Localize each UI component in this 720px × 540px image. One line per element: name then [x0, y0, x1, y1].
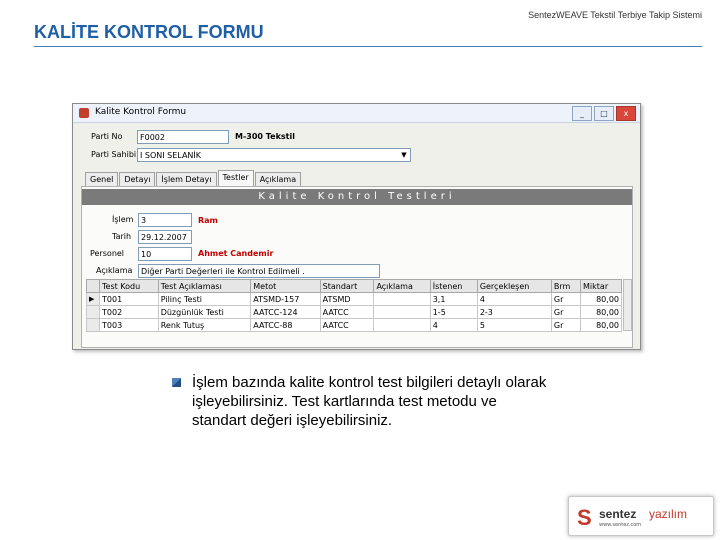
kalite-kontrol-window	[72, 103, 641, 350]
col-brm[interactable]: Brm	[551, 280, 580, 293]
cell-istenen[interactable]: 4	[430, 319, 477, 332]
cell-metot[interactable]: ATSMD-157	[251, 293, 320, 306]
cell-standart[interactable]: ATSMD	[320, 293, 374, 306]
cell-aciklama[interactable]	[374, 319, 430, 332]
row-indicator	[87, 319, 100, 332]
logo-url: www.sentez.com	[599, 522, 642, 528]
col-istenen[interactable]: İstenen	[430, 280, 477, 293]
bullet-text: İşlem bazında kalite kontrol test bilgileri detaylı olarak işleyebilirsiniz. Test kartlarında test metodu ve standart değeri işleyebilirsiniz.	[192, 374, 547, 429]
cell-test-kodu[interactable]: T003	[100, 319, 159, 332]
tab-genel[interactable]: Genel	[85, 172, 118, 187]
panel-band-title: Kalite Kontrol Testleri	[82, 189, 632, 205]
col-test-aciklamasi[interactable]: Test Açıklaması	[158, 280, 251, 293]
personel-name: Ahmet Candemir	[198, 249, 274, 258]
logo-name-yazilim: yazılım	[649, 507, 688, 521]
machine-label: M-300 Tekstil	[235, 132, 295, 141]
cell-miktar[interactable]: 80,00	[581, 306, 622, 319]
current-row-arrow-icon: ▶	[87, 293, 100, 306]
parti-no-input[interactable]: F0002	[137, 130, 229, 144]
parti-sahibi-value: I SONI SELANİK	[140, 151, 201, 160]
cell-test-kodu[interactable]: T002	[100, 306, 159, 319]
tab-aciklama[interactable]: Açıklama	[255, 172, 301, 187]
cell-test-aciklamasi[interactable]: Pilinç Testi	[158, 293, 251, 306]
cell-brm[interactable]: Gr	[551, 293, 580, 306]
parti-sahibi-label: Parti Sahibi	[91, 150, 137, 159]
table-row[interactable]	[87, 306, 622, 319]
tab-islem-detayi[interactable]: İşlem Detayı	[156, 172, 216, 187]
cell-gerceklesen[interactable]: 2-3	[477, 306, 551, 319]
logo-s-icon: S	[577, 505, 592, 530]
table-row[interactable]	[87, 293, 622, 306]
islem-label: İşlem	[112, 215, 134, 224]
col-miktar[interactable]: Miktar	[581, 280, 622, 293]
tab-testler[interactable]: Testler	[218, 170, 254, 187]
tab-bar	[85, 172, 302, 186]
cell-miktar[interactable]: 80,00	[581, 293, 622, 306]
parti-no-label: Parti No	[91, 132, 123, 141]
window-titlebar[interactable]	[73, 104, 640, 123]
chevron-down-icon[interactable]: ▼	[401, 151, 407, 159]
tarih-input[interactable]: 29.12.2007	[138, 230, 192, 244]
col-aciklama[interactable]: Açıklama	[374, 280, 430, 293]
slide-title: KALİTE KONTROL FORMU	[34, 22, 264, 42]
col-gerceklesen[interactable]: Gerçekleşen	[477, 280, 551, 293]
cell-miktar[interactable]: 80,00	[581, 319, 622, 332]
tests-grid	[86, 279, 622, 332]
tarih-label: Tarih	[112, 232, 132, 241]
cell-istenen[interactable]: 3,1	[430, 293, 477, 306]
personel-input[interactable]: 10	[138, 247, 192, 261]
cell-brm[interactable]: Gr	[551, 319, 580, 332]
tab-detayi[interactable]: Detayı	[119, 172, 155, 187]
table-row[interactable]	[87, 319, 622, 332]
cell-metot[interactable]: AATCC-124	[251, 306, 320, 319]
title-divider	[34, 46, 702, 47]
cell-aciklama[interactable]	[374, 306, 430, 319]
col-standart[interactable]: Standart	[320, 280, 374, 293]
cell-test-aciklamasi[interactable]: Renk Tutuş	[158, 319, 251, 332]
cell-standart[interactable]: AATCC	[320, 319, 374, 332]
minimize-button[interactable]: _	[572, 106, 592, 121]
row-indicator	[87, 306, 100, 319]
cell-standart[interactable]: AATCC	[320, 306, 374, 319]
sentez-logo	[568, 496, 714, 536]
islem-name: Ram	[198, 216, 218, 225]
islem-input[interactable]: 3	[138, 213, 192, 227]
grid-scrollbar[interactable]	[623, 279, 632, 331]
aciklama-label: Açıklama	[96, 266, 133, 275]
logo-name-sentez: sentez	[599, 507, 637, 521]
window-title: Kalite Kontrol Formu	[95, 107, 187, 117]
cell-gerceklesen[interactable]: 4	[477, 293, 551, 306]
app-header: SentezWEAVE Tekstil Terbiye Takip Sistemi	[528, 10, 702, 20]
cell-istenen[interactable]: 1-5	[430, 306, 477, 319]
cell-metot[interactable]: AATCC-88	[251, 319, 320, 332]
close-button[interactable]: x	[616, 106, 636, 121]
grid-header-indicator	[87, 280, 100, 293]
maximize-button[interactable]: □	[594, 106, 614, 121]
personel-label: Personel	[90, 249, 125, 258]
cell-brm[interactable]: Gr	[551, 306, 580, 319]
cell-test-aciklamasi[interactable]: Düzgünlük Testi	[158, 306, 251, 319]
testler-panel	[81, 186, 633, 348]
col-metot[interactable]: Metot	[251, 280, 320, 293]
aciklama-input[interactable]: Diğer Parti Değerleri ile Kontrol Edilmeli .	[138, 264, 380, 278]
cell-test-kodu[interactable]: T001	[100, 293, 159, 306]
cell-aciklama[interactable]	[374, 293, 430, 306]
col-test-kodu[interactable]: Test Kodu	[100, 280, 159, 293]
cell-gerceklesen[interactable]: 5	[477, 319, 551, 332]
app-icon	[79, 108, 89, 118]
grid-header-row	[87, 280, 622, 293]
bullet-icon	[172, 378, 181, 387]
parti-sahibi-select[interactable]	[137, 148, 411, 162]
